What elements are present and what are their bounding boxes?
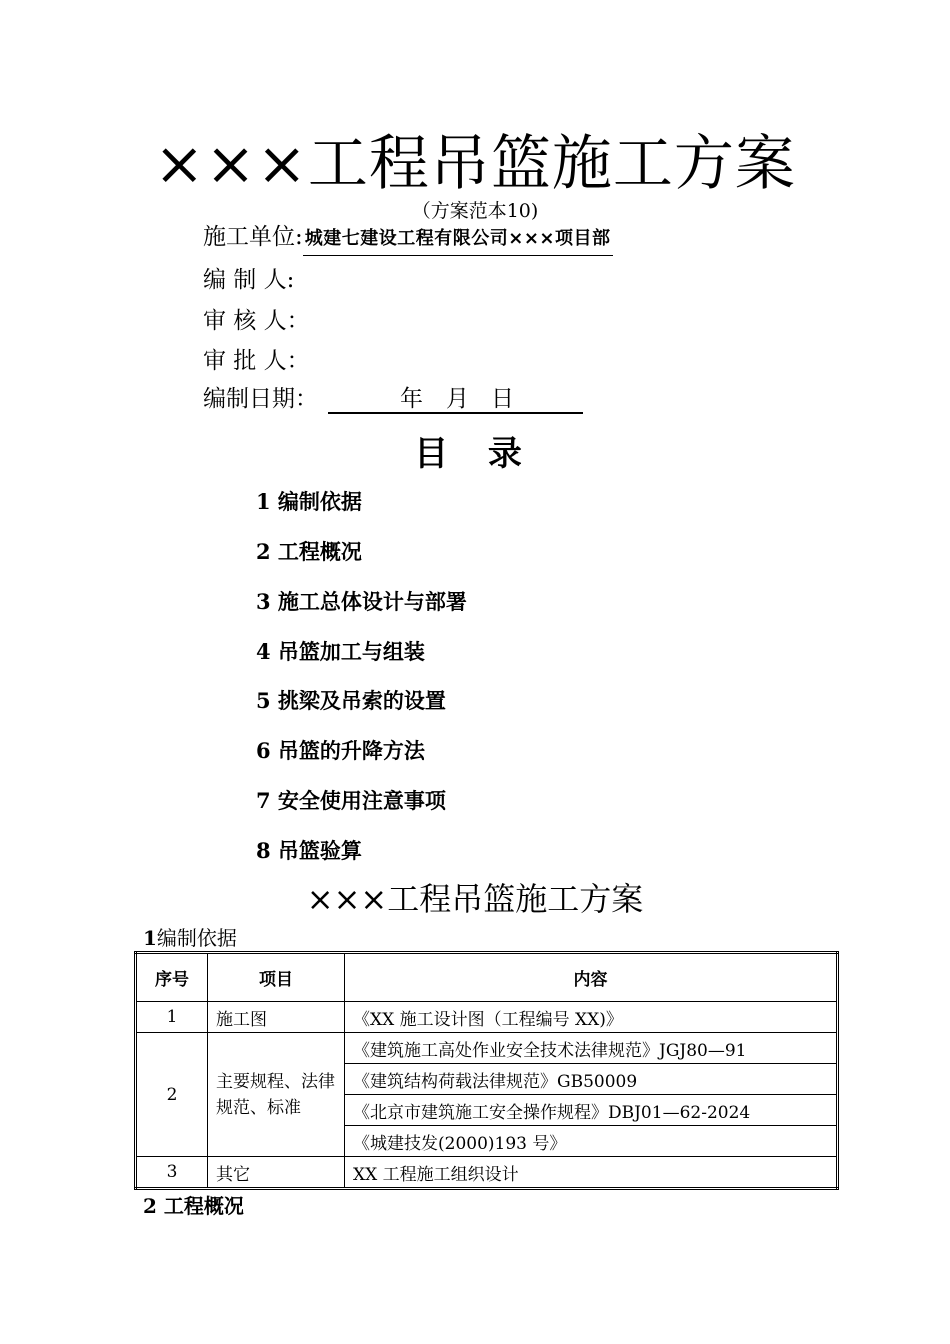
compile-date-label: 编制日期： (203, 386, 318, 412)
cell-no: 1 (136, 1002, 208, 1033)
toc-item[interactable]: 2 工程概况 (256, 539, 362, 564)
reviewer-label: 审 核 人： (203, 308, 310, 334)
cell-content: 《XX 施工设计图（工程编号 XX)》 (345, 1002, 838, 1033)
basis-table (134, 951, 839, 1190)
section-1-title: 编制依据 (156, 926, 237, 950)
section-2-heading: 2 工程概况 (143, 1194, 244, 1218)
date-year: 年 (400, 386, 423, 412)
table-row (136, 1002, 838, 1033)
cell-item: 施工图 (208, 1002, 345, 1033)
toc-title: 目 录 (414, 434, 536, 474)
table-header-row (136, 953, 838, 1002)
approver-label: 审 批 人： (203, 348, 310, 374)
cell-item: 其它 (208, 1157, 345, 1189)
document-title: ×××工程吊篮施工方案 (154, 129, 796, 199)
construction-unit-value: 城建七建设工程有限公司×××项目部 (303, 224, 613, 256)
date-day: 日 (491, 386, 514, 412)
toc-item[interactable]: 4 吊篮加工与组装 (256, 639, 425, 664)
cell-content: XX 工程施工组织设计 (345, 1157, 838, 1189)
toc-item[interactable]: 6 吊篮的升降方法 (256, 738, 425, 763)
toc-item[interactable]: 1 编制依据 (256, 489, 362, 514)
header-item: 项目 (208, 953, 345, 1002)
compile-date-field (328, 384, 583, 414)
table-row (136, 1157, 838, 1189)
construction-unit-label: 施工单位: (203, 224, 303, 250)
toc-item[interactable]: 5 挑梁及吊索的设置 (256, 688, 446, 713)
compile-date-row (203, 384, 583, 414)
table-row (136, 1033, 838, 1064)
cell-no: 3 (136, 1157, 208, 1189)
cell-item: 主要规程、法律规范、标准 (208, 1033, 345, 1157)
section-1-heading (143, 925, 237, 951)
cell-content: 《建筑结构荷载法律规范》GB50009 (345, 1064, 838, 1095)
toc-item[interactable]: 7 安全使用注意事项 (256, 788, 446, 813)
cell-no: 2 (136, 1033, 208, 1157)
toc-item[interactable]: 8 吊篮验算 (256, 838, 362, 863)
cell-content: 《城建技发(2000)193 号》 (345, 1126, 838, 1157)
toc-item[interactable]: 3 施工总体设计与部署 (256, 589, 467, 614)
header-no: 序号 (136, 953, 208, 1002)
date-month: 月 (446, 386, 469, 412)
cell-content: 《北京市建筑施工安全操作规程》DBJ01—62-2024 (345, 1095, 838, 1126)
section-1-number: 1 (143, 926, 157, 950)
cell-content: 《建筑施工高处作业安全技术法律规范》JGJ80—91 (345, 1033, 838, 1064)
compiler-label: 编 制 人: (203, 267, 295, 293)
header-content: 内容 (345, 953, 838, 1002)
construction-unit-row (203, 222, 613, 256)
body-title: ×××工程吊篮施工方案 (306, 880, 644, 918)
document-subtitle: （方案范本10) (411, 200, 539, 222)
